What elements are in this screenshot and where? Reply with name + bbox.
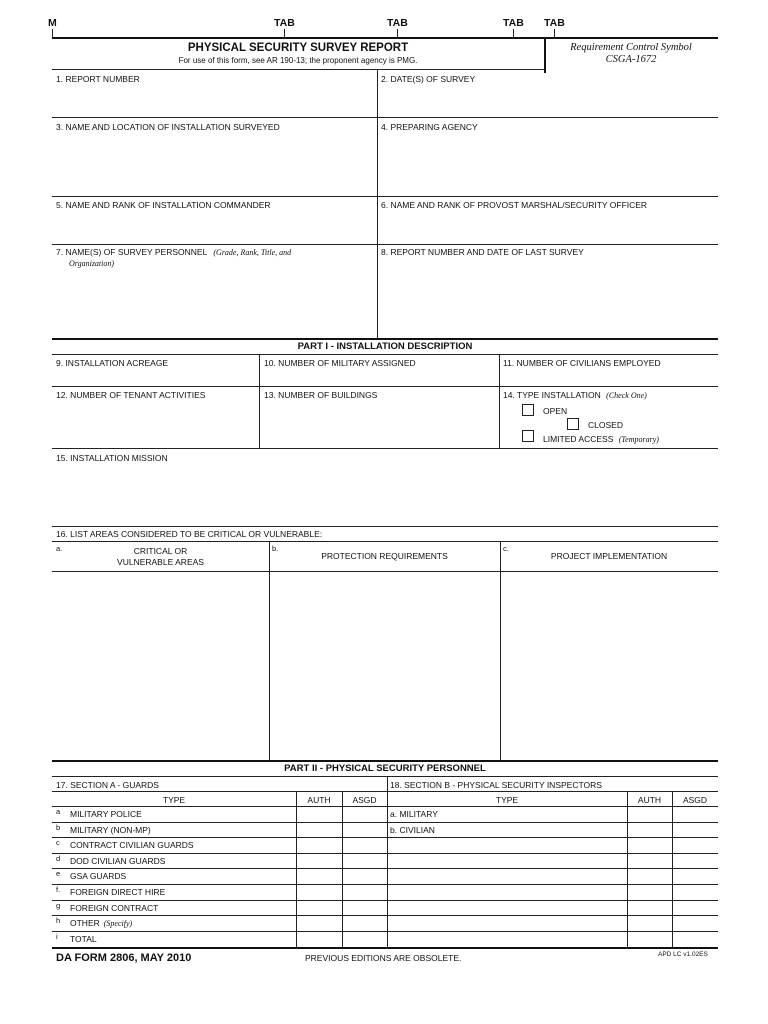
inspector-row-label: a. MILITARY — [390, 809, 438, 819]
project-implementation-input[interactable] — [503, 574, 715, 756]
guard-asgd-input[interactable] — [344, 854, 385, 868]
guard-auth-input[interactable] — [298, 807, 340, 821]
col-b-heading: PROTECTION REQUIREMENTS — [321, 551, 448, 561]
guard-asgd-input[interactable] — [344, 838, 385, 852]
inspectors-col-type: TYPE — [495, 795, 519, 805]
guard-asgd-input[interactable] — [344, 932, 385, 946]
inspectors-col-asgd: ASGD — [682, 795, 708, 805]
guard-asgd-input[interactable] — [344, 901, 385, 915]
part2-top-rule — [52, 760, 718, 762]
report-number-input[interactable] — [56, 86, 374, 114]
guard-row-label — [70, 809, 142, 819]
provost-marshal-input[interactable] — [381, 212, 715, 240]
guard-row-label — [70, 918, 132, 928]
divider-f10-f11 — [499, 354, 500, 386]
tab-marker-4: TAB — [544, 17, 565, 29]
guard-type-text: MILITARY POLICE — [70, 809, 142, 819]
tab-marker-3: TAB — [503, 17, 524, 29]
inspectors-divider-auth — [627, 791, 628, 947]
inspectors-col-auth: AUTH — [637, 795, 662, 805]
guard-row-label — [70, 825, 151, 835]
closed-label: CLOSED — [588, 420, 623, 430]
field-report-number-label: 1. REPORT NUMBER — [56, 74, 140, 84]
personnel-row-rule — [52, 853, 718, 854]
section-b-label: 18. SECTION B - PHYSICAL SECURITY INSPECTORS — [390, 780, 602, 790]
inspector-auth-input[interactable] — [629, 838, 670, 852]
form-title: PHYSICAL SECURITY SURVEY REPORT — [187, 42, 409, 54]
field-installation-commander-label: 5. NAME AND RANK OF INSTALLATION COMMANDER — [56, 200, 271, 210]
tab-tick-2 — [397, 29, 398, 37]
form-subtitle: For use of this form, see AR 190-13; the proponent agency is PMG. — [178, 56, 418, 65]
closed-checkbox[interactable] — [567, 418, 579, 430]
personnel-row-rule — [52, 915, 718, 916]
guard-type-text: MILITARY (NON-MP) — [70, 824, 151, 835]
version-label: APD LC v1.02ES — [658, 951, 708, 958]
field-last-survey-label: 8. REPORT NUMBER AND DATE OF LAST SURVEY — [381, 247, 584, 257]
inspectors-divider-asgd — [672, 791, 673, 947]
guard-row-letter: a — [56, 807, 61, 816]
guard-row-letter: b — [56, 822, 61, 832]
inspector-asgd-input[interactable] — [674, 838, 716, 852]
open-checkbox[interactable] — [522, 404, 534, 416]
guard-row-letter: e — [56, 869, 61, 879]
critical-areas-input[interactable] — [54, 574, 266, 756]
tab-tick-3 — [513, 29, 514, 37]
preparing-agency-input[interactable] — [381, 134, 715, 192]
guard-auth-input[interactable] — [298, 932, 340, 946]
civilians-employed-input[interactable] — [503, 370, 715, 384]
inspector-asgd-input[interactable] — [674, 869, 716, 883]
guard-row-letter: c — [56, 838, 60, 848]
guard-row-letter: f. — [56, 885, 61, 894]
inspector-auth-input[interactable] — [629, 885, 670, 899]
open-label: OPEN — [543, 406, 568, 416]
req-control-label: Requirement Control Symbol — [570, 42, 692, 53]
rule-after-f1 — [52, 117, 718, 118]
guard-auth-input[interactable] — [298, 823, 340, 837]
personnel-row-rule — [52, 900, 718, 901]
col-a-heading-1: CRITICAL OR — [133, 546, 188, 556]
survey-dates-input[interactable] — [381, 86, 715, 114]
guard-row-letter: h — [56, 916, 61, 926]
divider-f3-f4 — [377, 117, 378, 196]
tenant-activities-input[interactable] — [56, 402, 256, 442]
field-preparing-agency-label: 4. PREPARING AGENCY — [381, 122, 478, 132]
field-military-assigned-label: 10. NUMBER OF MILITARY ASSIGNED — [264, 358, 416, 368]
part1-title-rule — [52, 354, 718, 355]
guard-row-label — [70, 871, 126, 881]
inspector-asgd-input[interactable] — [674, 901, 716, 915]
guard-type-text: FOREIGN CONTRACT — [70, 902, 159, 913]
tab-marker-2: TAB — [387, 17, 408, 29]
field-tenant-activities-label: 12. NUMBER OF TENANT ACTIVITIES — [56, 390, 206, 400]
field-provost-marshal-label: 6. NAME AND RANK OF PROVOST MARSHAL/SECURITY OFFICER — [381, 200, 648, 210]
guards-divider-auth — [296, 791, 297, 947]
inspector-asgd-input[interactable] — [674, 823, 716, 837]
critical-table-top-rule — [52, 541, 718, 542]
survey-personnel-note-2: Organization) — [69, 259, 115, 268]
guard-type-note: (Specify) — [103, 919, 133, 929]
personnel-row-rule — [52, 806, 718, 807]
inspector-auth-input[interactable] — [629, 823, 670, 837]
buildings-input[interactable] — [264, 402, 496, 442]
guard-auth-input[interactable] — [298, 869, 340, 883]
guard-auth-input[interactable] — [298, 885, 340, 899]
col-c-letter: c. — [503, 544, 509, 553]
personnel-row-rule — [52, 822, 718, 823]
guard-auth-input[interactable] — [298, 901, 340, 915]
inspector-auth-input[interactable] — [629, 807, 670, 821]
limited-access-text: LIMITED ACCESS — [543, 434, 614, 444]
rule-after-f15 — [52, 526, 718, 527]
installation-type-text: 14. TYPE INSTALLATION — [503, 390, 601, 400]
rule-after-f9 — [52, 386, 718, 387]
personnel-row-rule — [52, 837, 718, 838]
inspector-auth-input[interactable] — [629, 869, 670, 883]
guard-auth-input[interactable] — [298, 838, 340, 852]
inspector-auth-input[interactable] — [629, 854, 670, 868]
personnel-row-rule — [52, 884, 718, 885]
inspector-auth-input[interactable] — [629, 932, 670, 946]
part2-title: PART II - PHYSICAL SECURITY PERSONNEL — [284, 763, 486, 774]
field-critical-areas-label: 16. LIST AREAS CONSIDERED TO BE CRITICAL OR VULNERABLE: — [56, 529, 323, 539]
divider-f7-f8 — [377, 244, 378, 338]
critical-col-divider-1 — [269, 541, 270, 760]
limited-access-checkbox[interactable] — [522, 430, 534, 442]
guard-type-text: GSA GUARDS — [70, 871, 127, 882]
limited-access-note: (Temporary) — [618, 435, 659, 444]
part1-title: PART I - INSTALLATION DESCRIPTION — [297, 341, 473, 352]
guard-asgd-input[interactable] — [344, 823, 385, 837]
field-installation-type-label — [503, 390, 647, 400]
field-acreage-label: 9. INSTALLATION ACREAGE — [56, 358, 169, 368]
guard-row-label — [70, 934, 97, 944]
inspector-asgd-input[interactable] — [674, 916, 716, 930]
critical-col-divider-2 — [500, 541, 501, 760]
personnel-row-rule — [52, 931, 718, 932]
guard-asgd-input[interactable] — [344, 807, 385, 821]
field-survey-personnel-label — [56, 247, 291, 257]
margin-mark: M — [48, 17, 57, 29]
rule-after-f3 — [52, 196, 718, 197]
protection-requirements-input[interactable] — [272, 574, 497, 756]
personnel-row-rule — [52, 868, 718, 869]
inspector-asgd-input[interactable] — [674, 932, 716, 946]
survey-personnel-input[interactable] — [56, 272, 374, 332]
req-control-value: CSGA-1672 — [605, 54, 657, 65]
guards-col-asgd: ASGD — [352, 795, 377, 805]
guards-col-auth: AUTH — [307, 795, 331, 805]
guard-row-letter: g — [56, 900, 61, 910]
guard-row-letter: d — [56, 853, 61, 863]
divider-f9-f10 — [259, 354, 260, 386]
inspector-asgd-input[interactable] — [674, 885, 716, 899]
header-bottom-rule — [52, 69, 545, 70]
installation-surveyed-input[interactable] — [56, 134, 374, 192]
military-assigned-input[interactable] — [264, 370, 496, 384]
inspector-asgd-input[interactable] — [674, 807, 716, 821]
obsolete-notice: PREVIOUS EDITIONS ARE OBSOLETE. — [305, 953, 462, 963]
col-c-heading: PROJECT IMPLEMENTATION — [550, 551, 668, 561]
col-a-heading-2: VULNERABLE AREAS — [117, 557, 204, 567]
inspector-asgd-input[interactable] — [674, 854, 716, 868]
form-bottom-rule — [52, 947, 718, 949]
col-b-letter: b. — [272, 544, 279, 553]
section-a-label: 17. SECTION A - GUARDS — [56, 780, 159, 790]
personnel-section-rule — [52, 791, 718, 792]
installation-commander-input[interactable] — [56, 212, 374, 240]
header-top-rule — [52, 37, 718, 39]
survey-personnel-note: (Grade, Rank, Title, and — [213, 248, 292, 257]
rule-after-f12 — [52, 448, 718, 449]
divider-f13-f14 — [499, 386, 500, 448]
guard-row-label — [70, 887, 165, 897]
inspector-row-label: b. CIVILIAN — [390, 824, 435, 835]
part2-title-rule — [52, 776, 718, 777]
guard-type-text: DOD CIVILIAN GUARDS — [70, 855, 166, 866]
guard-asgd-input[interactable] — [344, 885, 385, 899]
rule-after-f5 — [52, 244, 718, 245]
field-survey-dates-label: 2. DATE(S) OF SURVEY — [381, 74, 476, 84]
guard-row-letter: i — [56, 931, 58, 941]
acreage-input[interactable] — [56, 370, 256, 384]
guard-type-text: FOREIGN DIRECT HIRE — [70, 887, 166, 897]
part1-top-rule — [52, 338, 718, 340]
limited-access-label — [543, 434, 659, 444]
guards-divider-asgd — [342, 791, 343, 947]
critical-table-header-rule — [52, 571, 718, 572]
guard-row-label — [70, 903, 158, 913]
divider-f12-f13 — [259, 386, 260, 448]
col-a-letter: a. — [56, 544, 63, 553]
guard-type-text: OTHER — [70, 918, 100, 929]
guards-col-type: TYPE — [162, 795, 186, 805]
guard-row-label — [70, 840, 194, 850]
field-installation-surveyed-label: 3. NAME AND LOCATION OF INSTALLATION SURVEYED — [56, 122, 280, 132]
installation-type-note: (Check One) — [606, 391, 647, 400]
guard-row-label — [70, 856, 165, 866]
divider-f5-f6 — [377, 196, 378, 244]
field-buildings-label: 13. NUMBER OF BUILDINGS — [264, 390, 378, 400]
inspector-auth-input[interactable] — [629, 901, 670, 915]
tab-marker-1: TAB — [274, 17, 295, 29]
guard-asgd-input[interactable] — [344, 916, 385, 930]
margin-tick — [52, 29, 53, 37]
form-id: DA FORM 2806, MAY 2010 — [56, 952, 192, 964]
divider-f1-f2 — [377, 69, 378, 117]
guard-auth-input[interactable] — [298, 854, 340, 868]
section-divider — [387, 776, 388, 947]
guard-type-text: TOTAL — [70, 933, 97, 944]
last-survey-input[interactable] — [381, 260, 715, 332]
survey-personnel-text: 7. NAME(S) OF SURVEY PERSONNEL — [56, 247, 207, 257]
inspector-auth-input[interactable] — [629, 916, 670, 930]
field-civilians-employed-label: 11. NUMBER OF CIVILIANS EMPLOYED — [503, 358, 661, 368]
mission-input[interactable] — [56, 466, 714, 522]
tab-tick-1 — [284, 29, 285, 37]
tab-tick-4 — [554, 29, 555, 37]
guard-type-text: CONTRACT CIVILIAN GUARDS — [70, 840, 194, 851]
guard-auth-input[interactable] — [298, 916, 340, 930]
field-mission-label: 15. INSTALLATION MISSION — [56, 453, 168, 463]
guard-asgd-input[interactable] — [344, 869, 385, 883]
